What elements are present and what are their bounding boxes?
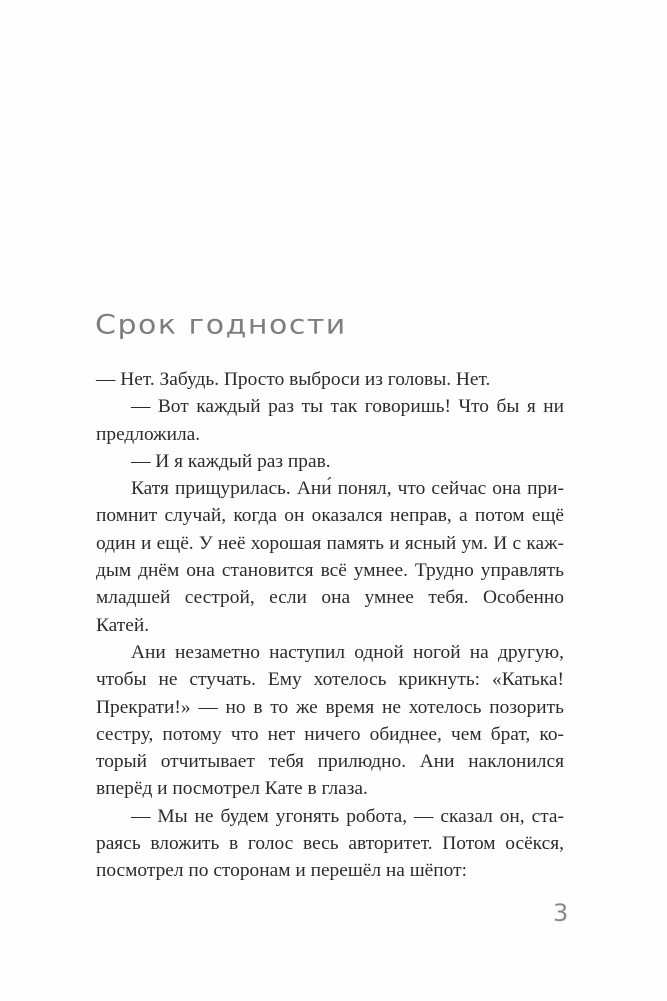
paragraph: — И я каждый раз прав.	[131, 450, 331, 472]
paragraph: — Нет. Забудь. Просто выброси из головы. Нет.	[96, 369, 491, 390]
paragraph: Ани незаметно наступил одной ногой на другую, чтобы не стучать. Ему хотелось крикнуть: «Катька! Прекрати!» — но в то же время не хотелось позорить сестру, потому что нет ничего обиднее, чем брат, который отчитывает тебя прилюдно. Ани наклонился вперёд и посмотрел Кате в глаза.	[96, 641, 564, 800]
paragraph: Катя прищурилась. Ани́ понял, что сейчас она припомнит случай, когда он оказался неправ, а потом ещё один и ещё. У неё хорошая память и ясный ум. И с каждым днём она становится всё умнее. Трудно управлять младшей сестрой, если она умнее тебя. Особенно Катей.	[96, 478, 564, 636]
page-number: 3	[553, 899, 569, 927]
body-text	[96, 366, 564, 885]
paragraph: — Мы не будем угонять робота, — сказал он, стараясь вложить в голос весь авторитет. Потом осёкся, посмотрел по сторонам и перешёл на шёпот:	[96, 805, 564, 882]
chapter-title: Срок годности	[95, 309, 347, 341]
paragraph: — Вот каждый раз ты так говоришь! Что бы я ни предложила.	[96, 396, 564, 445]
